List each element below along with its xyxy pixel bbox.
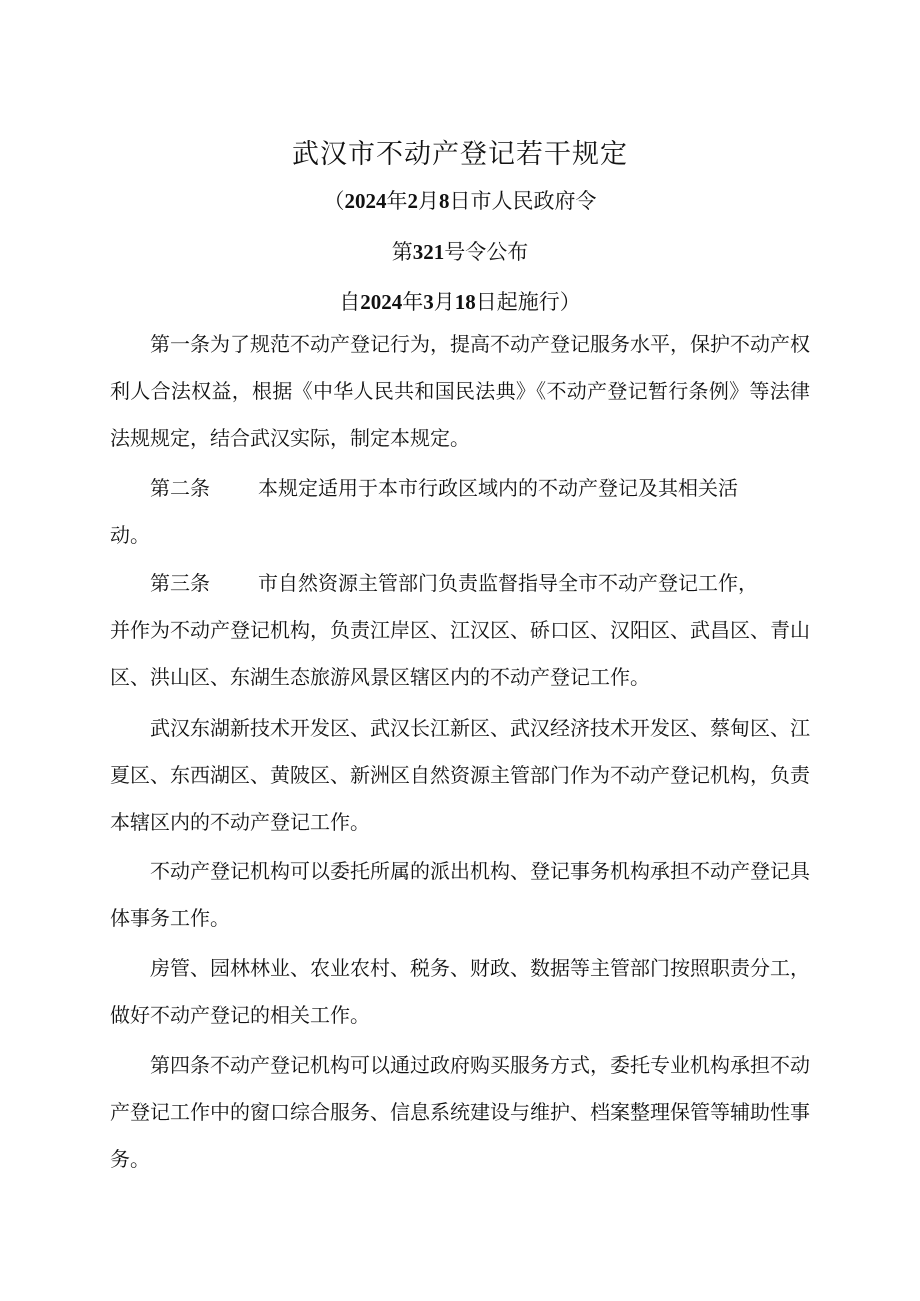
article-2-text: 本规定适用于本市行政区域内的不动产登记及其相关活 xyxy=(258,476,738,500)
article-1: 第一条为了规范不动产登记行为，提高不动产登记服务水平，保护不动产权利人合法权益，根据《中华人民共和国民法典》《不动产登记暂行条例》等法律法规规定，结合武汉实际，制定本规定。 xyxy=(110,332,810,450)
article-2-first-line xyxy=(110,465,810,512)
article-4: 第四条不动产登记机构可以通过政府购买服务方式，委托专业机构承担不动产登记工作中的窗口综合服务、信息系统建设与维护、档案整理保管等辅助性事务。 xyxy=(110,1053,810,1171)
article-2-heading: 第二条 xyxy=(150,476,210,500)
document-title: 武汉市不动产登记若干规定 xyxy=(292,139,628,170)
article-3 xyxy=(110,560,810,701)
article-3-heading: 第三条 xyxy=(150,571,210,595)
article-3-first-line xyxy=(110,560,810,607)
subtitle-line-2: 第321号令公布 xyxy=(391,240,529,264)
article-2-continuation: 动。 xyxy=(110,523,150,547)
article-3-continuation: 并作为不动产登记机构，负责江岸区、江汉区、硚口区、汉阳区、武昌区、青山区、洪山区、东湖生态旅游风景区辖区内的不动产登记工作。 xyxy=(110,618,810,689)
article-3-text: 市自然资源主管部门负责监督指导全市不动产登记工作， xyxy=(258,571,758,595)
article-2 xyxy=(110,465,810,559)
paragraph-development-zones: 武汉东湖新技术开发区、武汉长江新区、武汉经济技术开发区、蔡甸区、江夏区、东西湖区、黄陂区、新洲区自然资源主管部门作为不动产登记机构，负责本辖区内的不动产登记工作。 xyxy=(110,716,810,834)
subtitle-line-1: （2024年2月8日市人民政府令 xyxy=(323,189,597,213)
paragraph-departments: 房管、园林林业、农业农村、税务、财政、数据等主管部门按照职责分工，做好不动产登记的相关工作。 xyxy=(110,956,810,1027)
paragraph-delegation: 不动产登记机构可以委托所属的派出机构、登记事务机构承担不动产登记具体事务工作。 xyxy=(110,859,810,930)
subtitle-line-3: 自2024年3月18日起施行） xyxy=(339,290,581,314)
